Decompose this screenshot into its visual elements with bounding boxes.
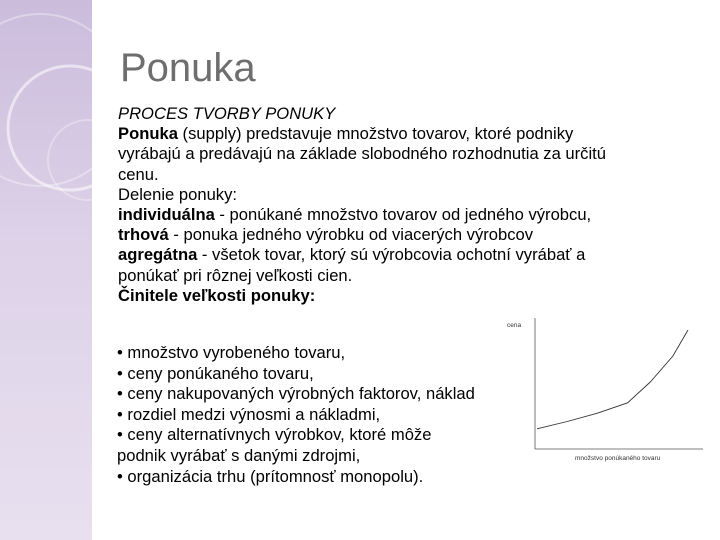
list-item: • organizácia trhu (prítomnosť monopolu). <box>117 466 424 486</box>
y-axis-label: cena <box>507 322 522 329</box>
aggregate-continuation: ponúkať pri rôznej veľkosti cien. <box>118 265 353 285</box>
definition-text: (supply) predstavuje množstvo tovarov, ktoré podniky <box>177 124 574 144</box>
type-term: trhová <box>118 225 169 245</box>
x-axis-label: množstvo ponúkaného tovaru <box>575 455 661 462</box>
factors-label: Činitele veľkosti ponuky: <box>118 285 316 305</box>
type-text: - všetok tovar, ktorý sú výrobcovia ochotní vyrábať a <box>197 245 586 265</box>
supply-chart <box>505 314 705 464</box>
type-text: - ponuka jedného výrobku od viacerých výrobcov <box>168 225 534 245</box>
type-text: - ponúkané množstvo tovarov od jedného výrobcu, <box>214 205 592 225</box>
type-individual <box>118 205 708 225</box>
type-aggregate <box>118 245 708 265</box>
list-item: • rozdiel medzi výnosmi a nákladmi, <box>117 404 381 424</box>
list-item: podnik vyrábať s danými zdrojmi, <box>117 445 361 465</box>
supply-curve <box>537 330 688 429</box>
type-term: individuálna <box>118 205 215 225</box>
definition-line-3: cenu. <box>118 164 159 184</box>
list-item: • ceny alternatívnych výrobkov, ktoré môže <box>117 425 432 445</box>
factors-list <box>117 343 517 487</box>
division-label: Delenie ponuky: <box>118 184 238 204</box>
decorative-sidebar <box>0 0 92 540</box>
list-item: • množstvo vyrobeného tovaru, <box>117 343 346 362</box>
slide-body <box>118 104 708 306</box>
slide-title: Ponuka <box>120 46 256 90</box>
decorative-circles <box>0 0 92 540</box>
definition-line-2: vyrábajú a predávajú na základe slobodného rozhodnutia za určitú <box>118 144 607 164</box>
definition-term: Ponuka <box>118 124 178 144</box>
section-heading: PROCES TVORBY PONUKY <box>118 104 336 123</box>
definition-line-1 <box>118 124 708 144</box>
list-item: • ceny ponúkaného tovaru, <box>117 363 314 383</box>
type-market <box>118 225 708 245</box>
list-item: • ceny nakupovaných výrobných faktorov, náklad <box>117 384 475 404</box>
type-term: agregátna <box>118 245 198 265</box>
